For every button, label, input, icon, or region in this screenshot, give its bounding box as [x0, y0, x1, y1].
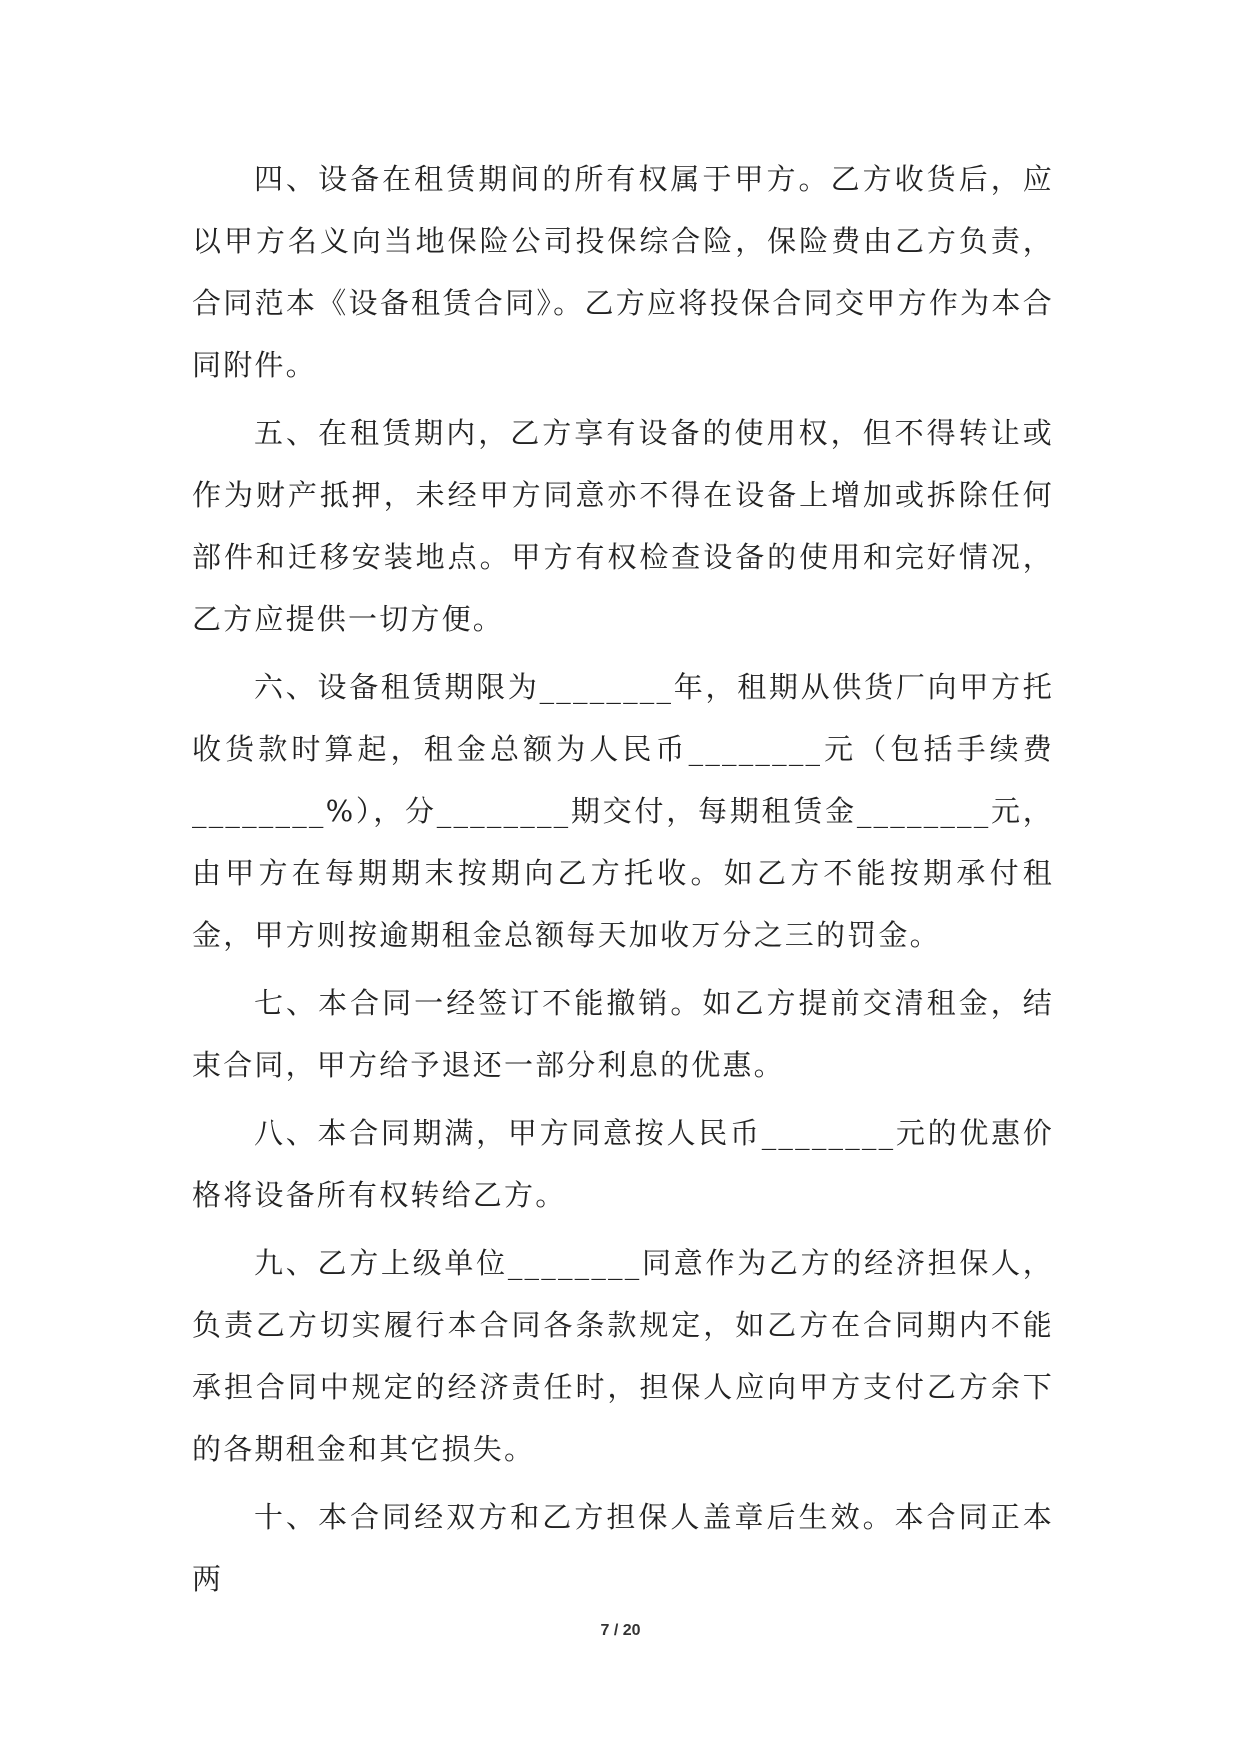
clause-10: 十、本合同经双方和乙方担保人盖章后生效。本合同正本两 — [192, 1500, 1054, 1596]
clause-7: 七、本合同一经签订不能撤销。如乙方提前交清租金，结束合同，甲方给予退还一部分利息的优惠。 — [192, 986, 1054, 1082]
clause-6: 六、设备租赁期限为________年，租期从供货厂向甲方托收货款时算起，租金总额为人民币________元（包括手续费________%），分________期交付，每期租赁金________元，由甲方在每期期末按期向乙方托收。如乙方不能按期承付租金，甲方则按逾期租金总额每天加收万分之三的罚金。 — [192, 670, 1054, 952]
clause-9: 九、乙方上级单位________同意作为乙方的经济担保人，负责乙方切实履行本合同各条款规定，如乙方在合同期内不能承担合同中规定的经济责任时，担保人应向甲方支付乙方余下的各期租金和其它损失。 — [192, 1246, 1054, 1466]
page-number: 7 / 20 — [600, 1622, 641, 1639]
clause-4: 四、设备在租赁期间的所有权属于甲方。乙方收货后，应以甲方名义向当地保险公司投保综合险，保险费由乙方负责，合同范本《设备租赁合同》。乙方应将投保合同交甲方作为本合同附件。 — [192, 162, 1054, 382]
clause-5: 五、在租赁期内，乙方享有设备的使用权，但不得转让或作为财产抵押，未经甲方同意亦不得在设备上增加或拆除任何部件和迁移安装地点。甲方有权检查设备的使用和完好情况，乙方应提供一切方便。 — [192, 416, 1054, 636]
document-body — [192, 148, 1054, 1616]
clause-8: 八、本合同期满，甲方同意按人民币________元的优惠价格将设备所有权转给乙方。 — [192, 1116, 1054, 1212]
